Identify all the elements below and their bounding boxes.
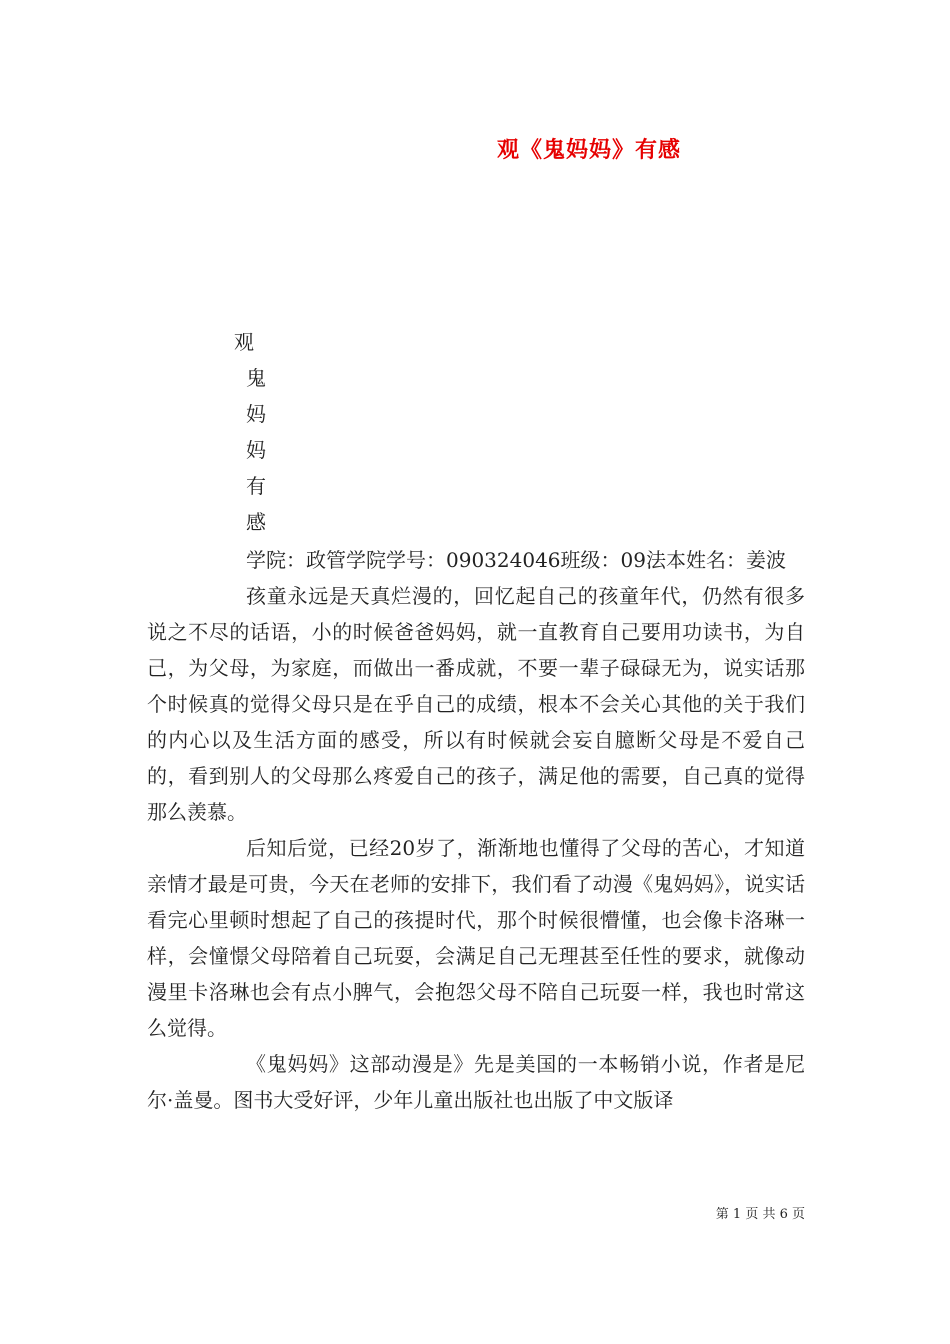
vertical-title-char: 妈 [246, 438, 266, 462]
page-number: 第 1 页 共 6 页 [715, 1207, 805, 1222]
vertical-title-char: 感 [246, 510, 266, 534]
author-meta-line: 学院：政管学院学号：090324046班级：09法本姓名：姜波 [246, 548, 786, 572]
vertical-title [234, 324, 264, 540]
body-paragraph: 《鬼妈妈》这部动漫是》先是美国的一本畅销小说，作者是尼尔·盖曼。图书大受好评，少年儿童出版社也出版了中文版译 [147, 1052, 805, 1112]
body-paragraph: 孩童永远是天真烂漫的，回忆起自己的孩童年代，仍然有很多说之不尽的话语，小的时候爸爸妈妈，就一直教育自己要用功读书，为自己，为父母，为家庭，而做出一番成就，不要一辈子碌碌无为，说实话那个时候真的觉得父母只是在乎自己的成绩，根本不会关心其他的关于我们的内心以及生活方面的感受，所以有时候就会妄自臆断父母是不爱自己的，看到别人的父母那么疼爱自己的孩子，满足他的需要，自己真的觉得那么羡慕。 [147, 584, 805, 824]
document-body [147, 542, 805, 1118]
document-title: 观《鬼妈妈》有感 [496, 137, 681, 163]
vertical-title-char: 有 [246, 474, 266, 498]
vertical-title-char: 妈 [246, 402, 266, 426]
vertical-title-char: 鬼 [246, 366, 266, 390]
vertical-title-char: 观 [234, 330, 254, 354]
body-paragraph: 后知后觉，已经20岁了，渐渐地也懂得了父母的苦心，才知道亲情才最是可贵，今天在老师的安排下，我们看了动漫《鬼妈妈》，说实话看完心里顿时想起了自己的孩提时代，那个时候很懵懂，也会像卡洛琳一样，会憧憬父母陪着自己玩耍，会满足自己无理甚至任性的要求，就像动漫里卡洛琳也会有点小脾气，会抱怨父母不陪自己玩耍一样，我也时常这么觉得。 [147, 836, 805, 1040]
